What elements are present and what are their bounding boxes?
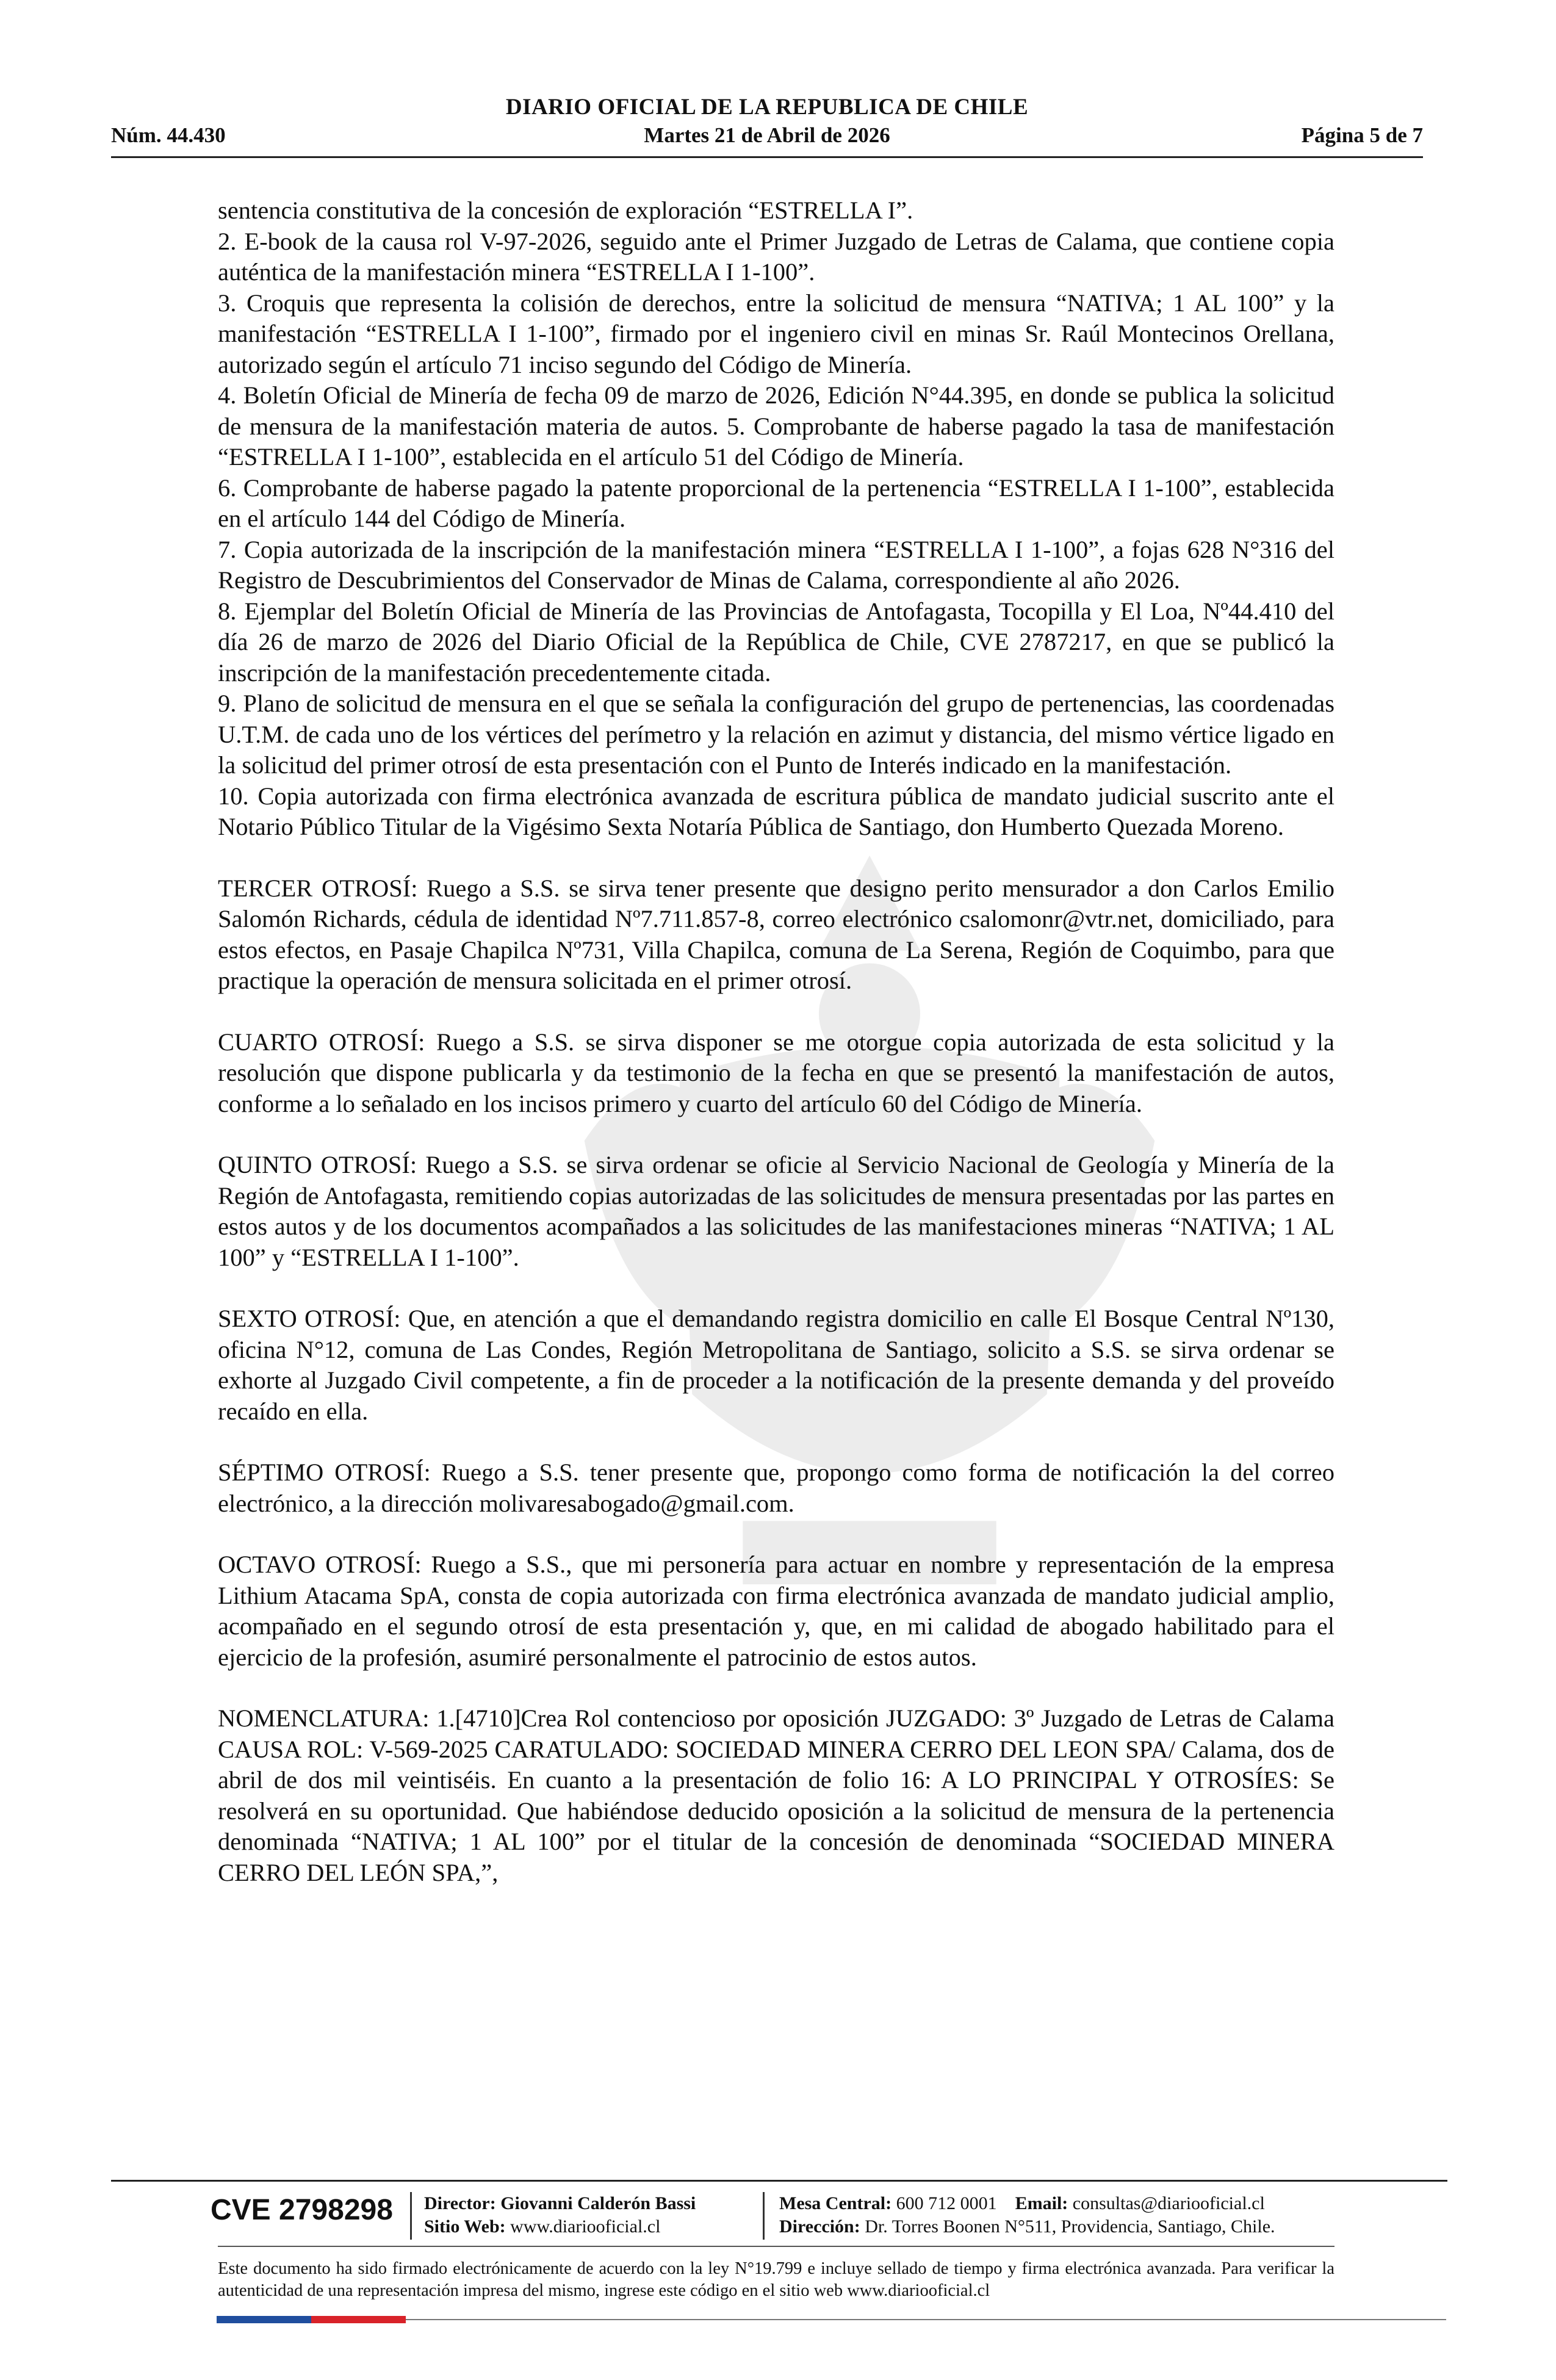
paragraph: sentencia constitutiva de la concesión de exploración “ESTRELLA I”. [218, 197, 913, 224]
address-value: Dr. Torres Boonen N°511, Providencia, Santiago, Chile. [865, 2216, 1275, 2237]
publication-title: DIARIO OFICIAL DE LA REPUBLICA DE CHILE [505, 95, 1029, 120]
issue-date: Martes 21 de Abril de 2026 [644, 123, 890, 147]
footer-divider [111, 2180, 1447, 2182]
address-label: Dirección: [779, 2216, 860, 2237]
paragraph: 2. E-book de la causa rol V-97-2026, seguido ante el Primer Juzgado de Letras de Calama, que contiene copia auténtica de la manifestación minera “ESTRELLA I 1-100”. [218, 227, 1334, 286]
paragraph-septimo-otrosi: SÉPTIMO OTROSÍ: Ruego a S.S. tener presente que, propongo como forma de notificación la del correo electrónico, a la dirección molivaresabogado@gmail.com. [218, 1459, 1334, 1517]
footer-contact-block [779, 2192, 1275, 2238]
director-label: Director: [424, 2193, 496, 2213]
legal-notice: Este documento ha sido firmado electrónicamente de acuerdo con la ley N°19.799 e incluye sellado de tiempo y firma electrónica avanzada. Para verificar la autenticidad de una representación impresa del mismo, ingrese este código en el sitio web www.diariooficial.cl [218, 2259, 1334, 2300]
page-number: Página 5 de 7 [1301, 123, 1423, 147]
mesa-label: Mesa Central: [779, 2193, 892, 2213]
flag-stripe [217, 2316, 406, 2323]
email-link[interactable]: consultas@diariooficial.cl [1072, 2193, 1265, 2213]
flag-red-segment [311, 2316, 406, 2323]
paragraph: 4. Boletín Oficial de Minería de fecha 09 de marzo de 2026, Edición N°44.395, en donde se publica la solicitud de mensura de la manifestación materia de autos. 5. Comprobante de haberse pagado la tasa de manifestación “ESTRELLA I 1-100”, establecida en el artículo 51 del Código de Minería. [218, 381, 1334, 471]
footer-separator [763, 2192, 765, 2240]
web-label: Sitio Web: [424, 2216, 506, 2237]
footer-divider [218, 2246, 1334, 2247]
paragraph: 3. Croquis que representa la colisión de derechos, entre la solicitud de mensura “NATIVA; 1 AL 100” y la manifestación “ESTRELLA I 1-100”, firmado por el ingeniero civil en minas Sr. Raúl Montecinos Orellana, autorizado según el artículo 71 inciso segundo del Código de Minería. [218, 289, 1334, 378]
paragraph: 10. Copia autorizada con firma electrónica avanzada de escritura pública de mandato judicial suscrito ante el Notario Público Titular de la Vigésimo Sexta Notaría Pública de Santiago, don Humberto Quezada Moreno. [218, 782, 1334, 840]
director-name: Giovanni Calderón Bassi [500, 2193, 696, 2213]
header-divider [111, 156, 1423, 158]
page-header [111, 92, 1423, 159]
footer-director-block [424, 2192, 696, 2238]
paragraph: 9. Plano de solicitud de mensura en el que se señala la configuración del grupo de pertenencias, las coordenadas U.T.M. de cada uno de los vértices del perímetro y la relación en azimut y distancia, del mismo vértice ligado en la solicitud del primer otrosí de esta presentación con el Punto de Interés indicado en la manifestación. [218, 690, 1334, 779]
paragraph: 6. Comprobante de haberse pagado la patente proporcional de la pertenencia “ESTRELLA I 1-100”, establecida en el artículo 144 del Código de Minería. [218, 474, 1334, 532]
paragraph-sexto-otrosi: SEXTO OTROSÍ: Que, en atención a que el demandando registra domicilio en calle El Bosque Central Nº130, oficina N°12, comuna de Las Condes, Región Metropolitana de Santiago, solicito a S.S. se sirva ordenar se exhorte al Juzgado Civil competente, a fin de proceder a la notificación de la presente demanda y del proveído recaído en ella. [218, 1305, 1334, 1425]
paragraph-cuarto-otrosi: CUARTO OTROSÍ: Ruego a S.S. se sirva disponer se me otorgue copia autorizada de esta solicitud y la resolución que dispone publicarla y da testimonio de la fecha en que se presentó la manifestación de autos, conforme a lo señalado en los incisos primero y cuarto del artículo 60 del Código de Minería. [218, 1028, 1334, 1117]
paragraph-nomenclatura: NOMENCLATURA: 1.[4710]Crea Rol contencioso por oposición JUZGADO: 3º Juzgado de Letras de Calama CAUSA ROL: V-569-2025 CARATULADO: SOCIEDAD MINERA CERRO DEL LEON SPA/ Calama, dos de abril de dos mil veintiséis. En cuanto a la presentación de folio 16: A LO PRINCIPAL Y OTROSÍES: Se resolverá en su oportunidad. Que habiéndose deducido oposición a la solicitud de mensura de la pertenencia denominada “NATIVA; 1 AL 100” por el titular de la concesión de denominada “SOCIEDAD MINERA CERRO DEL LEÓN SPA,”, [218, 1704, 1334, 1886]
paragraph-octavo-otrosi: OCTAVO OTROSÍ: Ruego a S.S., que mi personería para actuar en nombre y representación de la empresa Lithium Atacama SpA, consta de copia autorizada con firma electrónica avanzada de mandato judicial amplio, acompañado en el segundo otrosí de esta presentación y, que, en mi calidad de abogado habilitado para el ejercicio de la profesión, asumiré personalmente el patrocinio de estos autos. [218, 1551, 1334, 1671]
issue-number: Núm. 44.430 [111, 123, 226, 147]
web-link[interactable]: www.diariooficial.cl [510, 2216, 661, 2237]
flag-blue-segment [217, 2316, 311, 2323]
paragraph: 8. Ejemplar del Boletín Oficial de Minería de las Provincias de Antofagasta, Tocopilla y El Loa, Nº44.410 del día 26 de marzo de 2026 del Diario Oficial de la República de Chile, CVE 2787217, en que se publicó la inscripción de la manifestación precedentemente citada. [218, 597, 1334, 687]
paragraph-tercer-otrosi: TERCER OTROSÍ: Ruego a S.S. se sirva tener presente que designo perito mensurador a don Carlos Emilio Salomón Richards, cédula de identidad Nº7.711.857-8, correo electrónico csalomonr@vtr.net, domiciliado, para estos efectos, en Pasaje Chapilca Nº731, Villa Chapilca, comuna de La Serena, Región de Coquimbo, para que practique la operación de mensura solicitada en el primer otrosí. [218, 874, 1334, 994]
paragraph: 7. Copia autorizada de la inscripción de la manifestación minera “ESTRELLA I 1-100”, a fojas 628 N°316 del Registro de Descubrimientos del Conservador de Minas de Calama, correspondiente al año 2026. [218, 535, 1334, 594]
email-label: Email: [1015, 2193, 1068, 2213]
cve-code: CVE 2798298 [211, 2194, 393, 2226]
mesa-phone: 600 712 0001 [896, 2193, 997, 2213]
footer-separator [410, 2192, 412, 2240]
footer-bottom-divider [406, 2319, 1446, 2320]
document-body [218, 195, 1334, 1888]
paragraph-quinto-otrosi: QUINTO OTROSÍ: Ruego a S.S. se sirva ordenar se oficie al Servicio Nacional de Geología y Minería de la Región de Antofagasta, remitiendo copias autorizadas de las solicitudes de mensura presentadas por las partes en estos autos y de los documentos acompañados a las solicitudes de las manifestaciones mineras “NATIVA; 1 AL 100” y “ESTRELLA I 1-100”. [218, 1151, 1334, 1271]
